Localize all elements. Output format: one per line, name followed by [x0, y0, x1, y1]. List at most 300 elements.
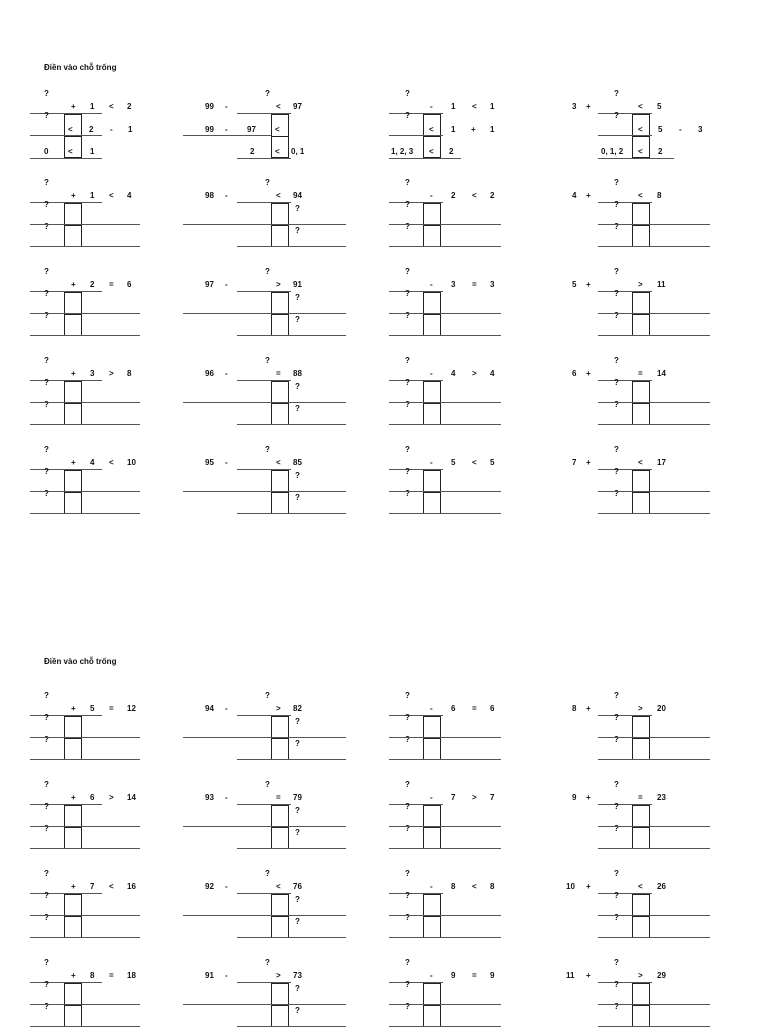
blank-marker: ? [614, 891, 619, 900]
blank-marker: ? [44, 824, 49, 833]
minus-sign: - [225, 793, 228, 802]
relation: = [276, 369, 281, 378]
blank-marker: ? [44, 913, 49, 922]
answer-line [237, 937, 346, 938]
blank-marker: ? [405, 178, 410, 187]
relation: > [276, 280, 281, 289]
blank-marker: ? [405, 1002, 410, 1011]
comparison-box[interactable] [271, 292, 289, 336]
blank-marker: ? [44, 111, 49, 120]
blank-marker: ? [614, 289, 619, 298]
addend: 11 [566, 971, 575, 980]
minus-sign: - [430, 971, 433, 980]
relation: < [109, 458, 114, 467]
blank-marker: ? [614, 980, 619, 989]
result: 4 [127, 191, 132, 200]
comparison-box[interactable] [632, 292, 650, 336]
answer-line [183, 826, 346, 827]
comparison-box[interactable] [632, 381, 650, 425]
blank-marker: ? [295, 315, 300, 324]
value: 1 [451, 125, 456, 134]
blank-marker: ? [44, 802, 49, 811]
blank-marker: ? [614, 378, 619, 387]
addend: 7 [572, 458, 577, 467]
blank-marker: ? [44, 356, 49, 365]
blank-marker: ? [265, 958, 270, 967]
blank-marker: ? [44, 735, 49, 744]
plus-sign: + [471, 125, 476, 134]
blank-marker: ? [405, 400, 410, 409]
blank-marker: ? [405, 311, 410, 320]
answer-line [598, 224, 710, 225]
answer-line [30, 848, 140, 849]
comparison-box[interactable] [64, 983, 82, 1027]
answer-line [183, 915, 346, 916]
answer-line [598, 335, 710, 336]
relation: = [638, 369, 643, 378]
blank-marker: ? [614, 311, 619, 320]
subtrahend: 8 [451, 882, 456, 891]
answer-line [30, 491, 140, 492]
result: 14 [657, 369, 666, 378]
minuend: 92 [205, 882, 214, 891]
blank-marker: ? [265, 356, 270, 365]
addend: 2 [90, 280, 95, 289]
answer-line [237, 759, 346, 760]
relation: < [429, 125, 434, 134]
comparison-box[interactable] [271, 805, 289, 849]
addend: 8 [90, 971, 95, 980]
relation: < [68, 125, 73, 134]
value: 2 [89, 125, 94, 134]
answer-line [30, 335, 140, 336]
comparison-box[interactable] [423, 894, 441, 938]
blank-marker: ? [295, 293, 300, 302]
answer-line [237, 335, 346, 336]
result: 12 [127, 704, 136, 713]
answer-line [389, 737, 501, 738]
relation: < [429, 147, 434, 156]
comparison-box[interactable] [64, 381, 82, 425]
answer-line [389, 135, 443, 136]
answer-line [237, 158, 291, 159]
minus-sign: - [430, 369, 433, 378]
relation: < [109, 102, 114, 111]
relation: < [472, 191, 477, 200]
blank-marker: ? [614, 489, 619, 498]
value: 1 [128, 125, 133, 134]
blank-marker: ? [614, 89, 619, 98]
answer-line [389, 915, 501, 916]
value: 5 [658, 125, 663, 134]
blank-marker: ? [614, 111, 619, 120]
answer-line [30, 737, 140, 738]
blank-marker: ? [614, 200, 619, 209]
comparison-box[interactable] [64, 203, 82, 247]
addend: 5 [90, 704, 95, 713]
blank-marker: ? [405, 869, 410, 878]
answer-value: 1, 2, 3 [391, 147, 414, 156]
answer-line [598, 737, 710, 738]
comparison-box[interactable] [64, 470, 82, 514]
blank-marker: ? [295, 471, 300, 480]
minus-sign: - [225, 369, 228, 378]
relation: > [109, 793, 114, 802]
relation: > [276, 704, 281, 713]
minuend: 98 [205, 191, 214, 200]
answer-value: 0, 1 [291, 147, 305, 156]
blank-marker: ? [265, 178, 270, 187]
comparison-box[interactable] [423, 203, 441, 247]
blank-marker: ? [614, 713, 619, 722]
blank-marker: ? [614, 267, 619, 276]
answer-line [389, 246, 501, 247]
result: 76 [293, 882, 302, 891]
comparison-box[interactable] [423, 381, 441, 425]
comparison-box[interactable] [423, 470, 441, 514]
answer-line [183, 313, 346, 314]
answer-line [30, 1004, 140, 1005]
relation: = [472, 280, 477, 289]
blank-marker: ? [44, 445, 49, 454]
answer-line [30, 915, 140, 916]
answer-line [183, 402, 346, 403]
plus-sign: + [586, 458, 591, 467]
subtrahend: 6 [451, 704, 456, 713]
comparison-box[interactable] [632, 716, 650, 760]
relation: < [109, 882, 114, 891]
blank-marker: ? [614, 467, 619, 476]
blank-marker: ? [405, 289, 410, 298]
result: 2 [127, 102, 132, 111]
blank-marker: ? [295, 404, 300, 413]
answer-line [30, 759, 140, 760]
blank-marker: ? [265, 267, 270, 276]
relation: > [472, 793, 477, 802]
answer-line [389, 158, 461, 159]
answer-line [389, 491, 501, 492]
blank-marker: ? [265, 445, 270, 454]
answer-line [389, 335, 501, 336]
minus-sign: - [225, 102, 228, 111]
blank-marker: ? [44, 489, 49, 498]
answer-line [183, 135, 271, 136]
answer-line [598, 158, 674, 159]
blank-marker: ? [44, 378, 49, 387]
relation: = [638, 793, 643, 802]
comparison-box[interactable] [632, 983, 650, 1027]
blank-marker: ? [295, 917, 300, 926]
answer-line [183, 1004, 346, 1005]
relation: < [638, 125, 643, 134]
result: 23 [657, 793, 666, 802]
answer-line [237, 424, 346, 425]
comparison-box[interactable] [271, 894, 289, 938]
blank-marker: ? [405, 735, 410, 744]
minus-sign: - [430, 882, 433, 891]
blank-marker: ? [44, 980, 49, 989]
plus-sign: + [71, 102, 76, 111]
answer-line [598, 402, 710, 403]
result: 17 [657, 458, 666, 467]
blank-marker: ? [44, 958, 49, 967]
blank-marker: ? [44, 89, 49, 98]
minus-sign: - [430, 280, 433, 289]
relation: = [109, 280, 114, 289]
addend: 5 [572, 280, 577, 289]
answer-line [598, 313, 710, 314]
answer-line [389, 424, 501, 425]
value: 1 [90, 147, 95, 156]
relation: = [472, 704, 477, 713]
result: 8 [127, 369, 132, 378]
addend: 8 [572, 704, 577, 713]
blank-marker: ? [44, 267, 49, 276]
minus-sign: - [225, 125, 228, 134]
comparison-box[interactable] [271, 716, 289, 760]
minuend: 93 [205, 793, 214, 802]
answer-line [389, 513, 501, 514]
relation: < [109, 191, 114, 200]
blank-marker: ? [405, 980, 410, 989]
subtrahend: 1 [451, 102, 456, 111]
minus-sign: - [225, 280, 228, 289]
result: 11 [657, 280, 666, 289]
comparison-box[interactable] [64, 292, 82, 336]
answer-line [183, 737, 346, 738]
plus-sign: + [586, 971, 591, 980]
answer-line [389, 826, 501, 827]
result: 2 [490, 191, 495, 200]
blank-marker: ? [405, 356, 410, 365]
answer-line [389, 848, 501, 849]
plus-sign: + [586, 369, 591, 378]
comparison-box[interactable] [423, 716, 441, 760]
answer-line [30, 313, 140, 314]
subtrahend: 7 [451, 793, 456, 802]
comparison-box[interactable] [423, 983, 441, 1027]
result: 7 [490, 793, 495, 802]
answer-line [598, 826, 710, 827]
relation: < [472, 458, 477, 467]
answer-line [598, 491, 710, 492]
blank-marker: ? [405, 891, 410, 900]
answer-line [30, 246, 140, 247]
subtrahend: 5 [451, 458, 456, 467]
blank-marker: ? [44, 400, 49, 409]
result: 10 [127, 458, 136, 467]
comparison-box[interactable] [271, 470, 289, 514]
subtrahend: 2 [451, 191, 456, 200]
plus-sign: + [586, 191, 591, 200]
answer-line [389, 313, 501, 314]
result: 20 [657, 704, 666, 713]
blank-marker: ? [295, 1006, 300, 1015]
minus-sign: - [110, 125, 113, 134]
answer-line [30, 513, 140, 514]
blank-marker: ? [614, 824, 619, 833]
blank-marker: ? [295, 895, 300, 904]
comparison-box[interactable] [64, 805, 82, 849]
relation: < [276, 191, 281, 200]
blank-marker: ? [614, 356, 619, 365]
answer-line [237, 848, 346, 849]
blank-marker: ? [614, 780, 619, 789]
relation: < [638, 882, 643, 891]
result: 9 [490, 971, 495, 980]
comparison-box[interactable] [632, 894, 650, 938]
answer-value: 0 [44, 147, 49, 156]
blank-marker: ? [295, 493, 300, 502]
blank-marker: ? [295, 382, 300, 391]
minuend: 96 [205, 369, 214, 378]
blank-marker: ? [44, 713, 49, 722]
blank-marker: ? [44, 200, 49, 209]
relation: < [472, 882, 477, 891]
result: 8 [490, 882, 495, 891]
result: 6 [127, 280, 132, 289]
plus-sign: + [586, 102, 591, 111]
relation: < [276, 882, 281, 891]
plus-sign: + [586, 882, 591, 891]
addend: 10 [566, 882, 575, 891]
relation: < [638, 191, 643, 200]
blank-marker: ? [44, 222, 49, 231]
blank-marker: ? [405, 89, 410, 98]
minus-sign: - [430, 704, 433, 713]
answer-line [30, 135, 102, 136]
answer-line [598, 848, 710, 849]
blank-marker: ? [44, 780, 49, 789]
blank-marker: ? [265, 869, 270, 878]
result: 85 [293, 458, 302, 467]
addend: 3 [90, 369, 95, 378]
result: 94 [293, 191, 302, 200]
comparison-box[interactable] [632, 203, 650, 247]
result: 14 [127, 793, 136, 802]
comparison-box[interactable] [271, 114, 289, 158]
answer-line [30, 424, 140, 425]
plus-sign: + [586, 280, 591, 289]
blank-marker: ? [44, 311, 49, 320]
addend: 9 [572, 793, 577, 802]
blank-marker: ? [405, 200, 410, 209]
blank-marker: ? [405, 445, 410, 454]
blank-marker: ? [44, 1002, 49, 1011]
answer-line [389, 224, 501, 225]
comparison-box[interactable] [632, 805, 650, 849]
minus-sign: - [225, 971, 228, 980]
answer-line [389, 1004, 501, 1005]
comparison-box[interactable] [632, 470, 650, 514]
blank-marker: ? [614, 445, 619, 454]
blank-marker: ? [614, 1002, 619, 1011]
relation: < [472, 102, 477, 111]
plus-sign: + [71, 458, 76, 467]
comparison-box[interactable] [271, 983, 289, 1027]
addend: 3 [572, 102, 577, 111]
addend: 4 [572, 191, 577, 200]
plus-sign: + [586, 704, 591, 713]
blank-marker: ? [44, 289, 49, 298]
blank-marker: ? [614, 913, 619, 922]
answer-line [389, 937, 501, 938]
answer-line [598, 937, 710, 938]
relation: = [276, 793, 281, 802]
blank-marker: ? [405, 489, 410, 498]
minus-sign: - [225, 882, 228, 891]
relation: < [275, 147, 280, 156]
minuend: 91 [205, 971, 214, 980]
comparison-box[interactable] [64, 894, 82, 938]
minus-sign: - [430, 191, 433, 200]
minus-sign: - [430, 793, 433, 802]
answer-line [389, 759, 501, 760]
relation: > [109, 369, 114, 378]
result: 82 [293, 704, 302, 713]
answer-value: 0, 1, 2 [601, 147, 624, 156]
relation: < [638, 147, 643, 156]
comparison-box[interactable] [423, 805, 441, 849]
blank-marker: ? [44, 891, 49, 900]
blank-marker: ? [614, 400, 619, 409]
addend: 6 [572, 369, 577, 378]
blank-marker: ? [44, 691, 49, 700]
value: 2 [449, 147, 454, 156]
blank-marker: ? [405, 111, 410, 120]
result: 5 [490, 458, 495, 467]
answer-line [183, 491, 346, 492]
blank-marker: ? [614, 869, 619, 878]
comparison-box[interactable] [271, 203, 289, 247]
value: 97 [247, 125, 256, 134]
result: 97 [293, 102, 302, 111]
answer-line [598, 513, 710, 514]
plus-sign: + [71, 369, 76, 378]
result: 29 [657, 971, 666, 980]
blank-marker: ? [405, 958, 410, 967]
result: 88 [293, 369, 302, 378]
minuend: 99 [205, 102, 214, 111]
relation: < [275, 125, 280, 134]
blank-marker: ? [44, 467, 49, 476]
subtrahend: 4 [451, 369, 456, 378]
minuend: 94 [205, 704, 214, 713]
relation: = [109, 971, 114, 980]
blank-marker: ? [295, 806, 300, 815]
comparison-box[interactable] [64, 716, 82, 760]
subtrahend: 9 [451, 971, 456, 980]
plus-sign: + [71, 191, 76, 200]
blank-marker: ? [265, 780, 270, 789]
comparison-box[interactable] [64, 114, 82, 158]
blank-marker: ? [405, 267, 410, 276]
comparison-box[interactable] [423, 292, 441, 336]
blank-marker: ? [405, 378, 410, 387]
result: 8 [657, 191, 662, 200]
answer-line [598, 759, 710, 760]
comparison-box[interactable] [271, 381, 289, 425]
worksheet-title: Điền vào chỗ trống [44, 63, 117, 72]
relation: > [638, 280, 643, 289]
result: 16 [127, 882, 136, 891]
addend: 1 [90, 102, 95, 111]
relation: < [276, 102, 281, 111]
plus-sign: + [586, 793, 591, 802]
result: 3 [490, 280, 495, 289]
answer-line [30, 402, 140, 403]
addend: 4 [90, 458, 95, 467]
